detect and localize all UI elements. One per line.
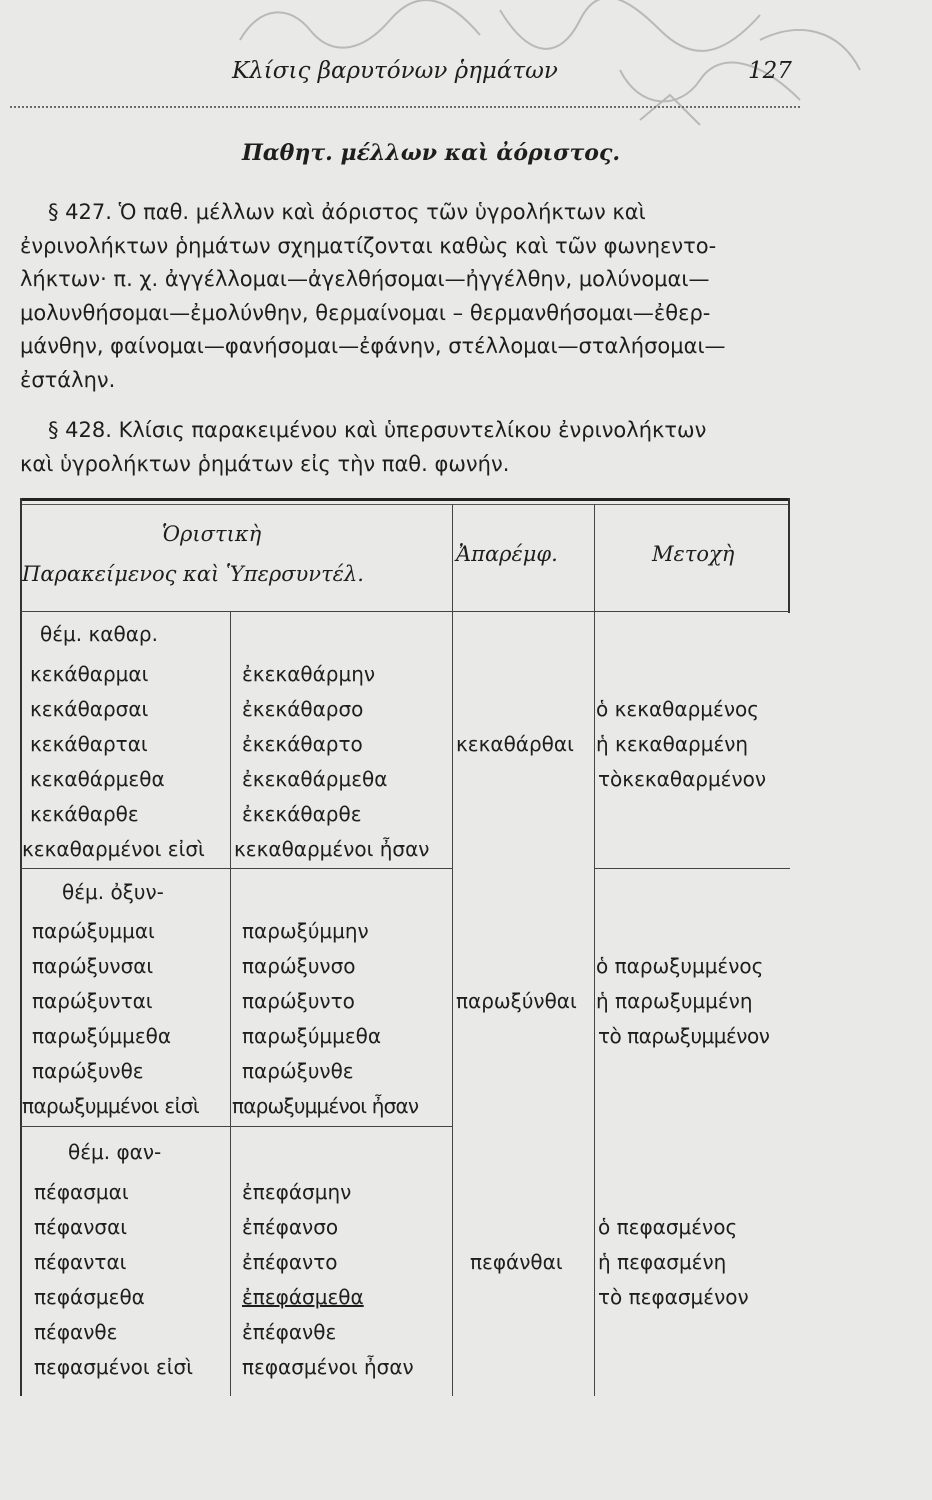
perfect-form: πέφασμαι [34,1180,129,1204]
participle-form: ἡ κεκαθαρμένη [596,732,749,756]
column-divider [594,504,595,1396]
conjugation-table [20,498,790,1396]
participle-form: τὸκεκαθαρμένον [598,767,767,791]
section-heading: Παθητ. μέλλων καὶ ἀόριστος. [241,140,621,166]
perfect-form: κεκαθάρμεθα [30,767,165,791]
perfect-form: παρώξυμμαι [32,919,155,943]
table-left-border [20,498,22,1396]
pluperfect-form: ἐπέφανθε [242,1320,337,1344]
pluperfect-form: ἐκεκαθάρμεθα [242,767,388,791]
header-dotted-rule [10,106,800,108]
perfect-form: πέφανθε [34,1320,118,1344]
participle-form: τὸ παρωξυμμένον [598,1024,770,1048]
infinitive-form: παρωξύνθαι [456,989,577,1013]
perfect-form: κεκάθαρθε [30,802,139,826]
block-divider [594,868,790,869]
stem-label: θέμ. φαν- [68,1140,162,1164]
para-427-line: λήκτων· π. χ. ἀγγέλλομαι—ἀγελθήσομαι—ἠγγέλθην, μολύνομαι— [20,267,710,291]
perfect-form: πέφανσαι [34,1215,128,1239]
infinitive-form: πεφάνθαι [470,1250,563,1274]
perfect-form: κεκάθαρμαι [30,662,149,686]
perfect-form: παρωξυμμένοι εἰσὶ [22,1094,200,1118]
participle-form: ὁ κεκαθαρμένος [596,697,759,721]
perfect-form: πέφανται [34,1250,127,1274]
pluperfect-form: παρώξυντο [242,989,355,1013]
pluperfect-form: παρωξυμμένοι ἦσαν [232,1094,419,1118]
table-top-rule [20,498,790,501]
table-header-rule [20,611,790,612]
participle-form: ἡ παρωξυμμένη [596,989,753,1013]
perfect-form: κεκάθαρται [30,732,148,756]
perfect-form: παρώξυνται [32,989,153,1013]
perfect-form: κεκαθαρμένοι εἰσὶ [22,837,205,861]
participle-form: ἡ πεφασμένη [598,1250,727,1274]
perfect-form: παρωξύμμεθα [32,1024,172,1048]
para-427-line: § 427. Ὁ παθ. μέλλων καὶ ἀόριστος τῶν ὑγρολήκτων καὶ [48,200,646,224]
participle-form: ὁ παρωξυμμένος [596,954,764,978]
block-divider [20,868,452,869]
header-infinitive: Ἀπαρέμφ. [456,542,558,566]
paragraph-428 [20,414,790,481]
para-428-line: § 428. Κλίσις παρακειμένου καὶ ὑπερσυντελίκου ἐνρινολήκτων [48,418,707,442]
running-head [0,58,932,98]
page-number: 127 [748,58,792,84]
pluperfect-form: κεκαθαρμένοι ἦσαν [234,837,430,861]
para-427-line: μάνθην, φαίνομαι—φανήσομαι—ἐφάνην, στέλλομαι—σταλήσομαι— [20,334,726,358]
para-428-line: καὶ ὑγρολήκτων ῥημάτων εἰς τὴν παθ. φωνήν. [20,451,510,476]
running-title: Κλίσις βαρυτόνων ῥημάτων [232,58,558,84]
perfect-form: πεφάσμεθα [34,1285,145,1309]
para-427-line: μολυνθήσομαι—ἐμολύνθην, θερμαίνομαι – θερμανθήσομαι—ἐθερ- [20,300,711,325]
para-427-line: ἐνρινολήκτων ῥημάτων σχηματίζονται καθὼς καὶ τῶν φωνηεντο- [20,233,717,258]
pluperfect-form: ἐπεφάσμην [242,1180,352,1204]
pluperfect-form: ἐκεκάθαρτο [242,732,363,756]
pluperfect-form: ἐπέφανσο [242,1215,339,1239]
table-right-border [788,498,790,613]
block-divider [20,1126,452,1127]
stem-label: θέμ. ὀξυν- [62,880,164,904]
table-top-rule-thin [20,504,790,505]
perfect-form: παρώξυνθε [32,1059,144,1083]
pluperfect-form: παρώξυνθε [242,1059,354,1083]
perfect-form: κεκάθαρσαι [30,697,149,721]
column-divider [230,611,231,1396]
participle-form: ὁ πεφασμένος [598,1215,738,1239]
para-427-line: ἐστάλην. [20,367,116,392]
pluperfect-form: ἐκεκάθαρθε [242,802,362,826]
pluperfect-form: ἐπέφαντο [242,1250,338,1274]
pluperfect-form: παρωξύμμην [242,919,369,943]
pluperfect-form: πεφασμένοι ἦσαν [242,1355,414,1379]
paragraph-427 [20,196,790,397]
header-participle: Μετοχὴ [652,542,735,566]
pluperfect-form: παρωξύμμεθα [242,1024,382,1048]
participle-form: τὸ πεφασμένον [598,1285,749,1309]
stem-label: θέμ. καθαρ. [40,622,158,646]
pluperfect-form: ἐκεκαθάρμην [242,662,376,686]
perfect-form: πεφασμένοι εἰσὶ [34,1355,193,1379]
pluperfect-form: ἐπεφάσμεθα [242,1285,364,1309]
column-divider [452,504,453,1396]
pluperfect-form: ἐκεκάθαρσο [242,697,364,721]
infinitive-form: κεκαθάρθαι [456,732,574,756]
perfect-form: παρώξυνσαι [32,954,154,978]
header-perfect-pluperfect: Παρακείμενος καὶ Ὑπερσυντέλ. [22,562,364,586]
header-oristiki: Ὁριστικὴ [162,522,262,546]
pluperfect-form: παρώξυνσο [242,954,356,978]
